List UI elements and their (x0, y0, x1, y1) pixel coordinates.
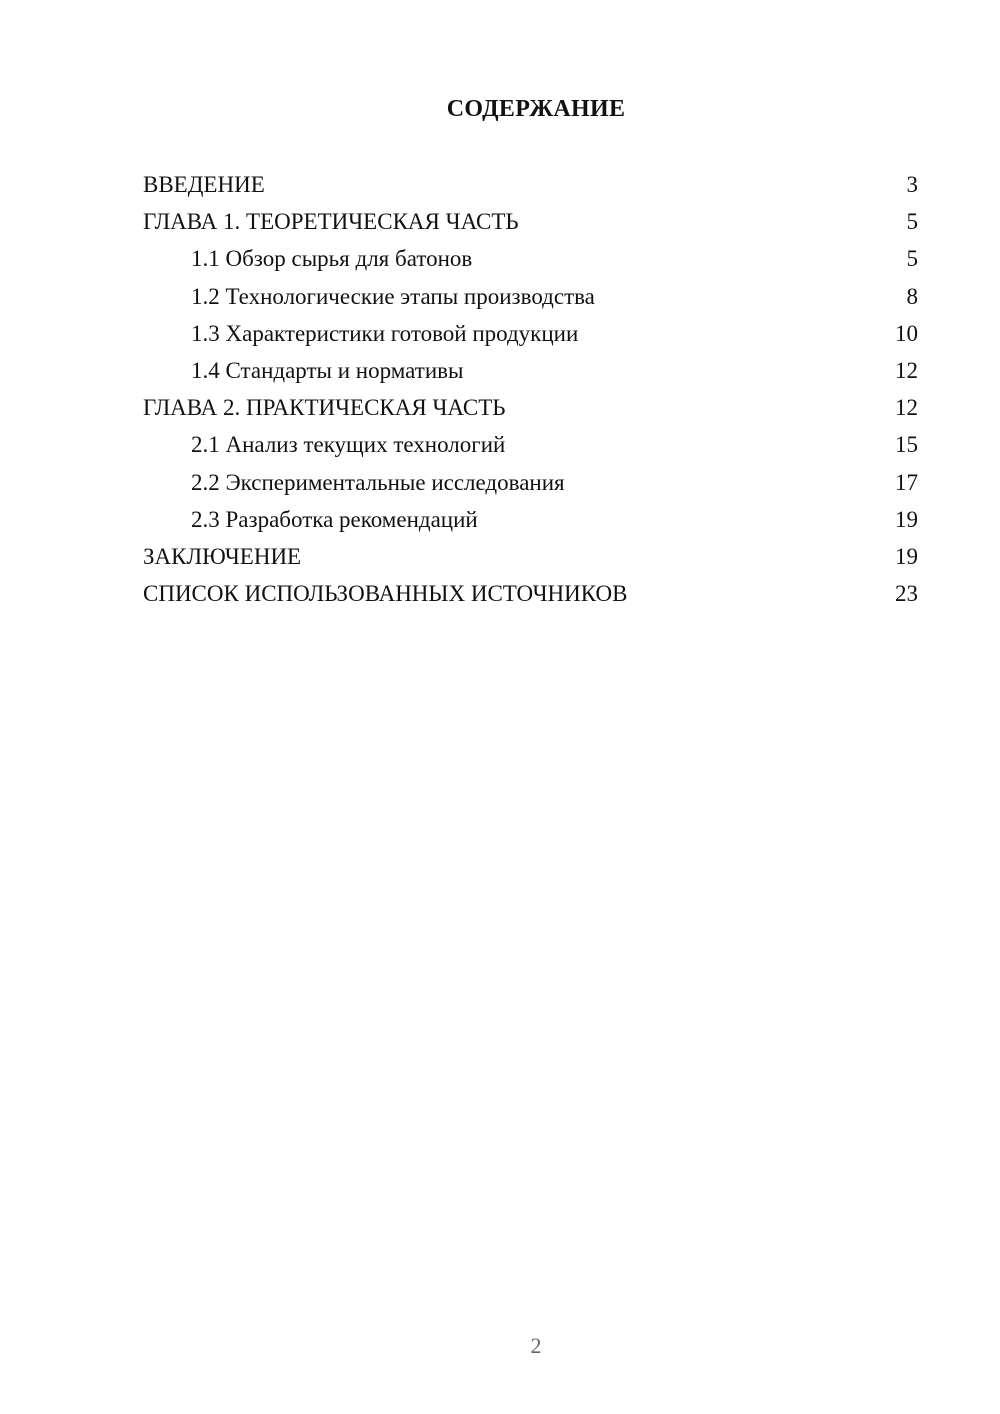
toc-entry-title: 1.3 Характеристики готовой продукции (191, 320, 579, 346)
page-number: 2 (530, 1333, 542, 1358)
toc-entry-page: 5 (906, 246, 918, 272)
toc-entry-page: 12 (895, 395, 918, 421)
toc-entry-title: ВВЕДЕНИЕ (143, 172, 265, 197)
toc-entry-page: 19 (895, 543, 918, 569)
toc-entry-chapter-1[interactable] (143, 203, 918, 240)
toc-entry-title: СПИСОК ИСПОЛЬЗОВАННЫХ ИСТОЧНИКОВ (143, 581, 628, 607)
toc-entry-section-1-4[interactable] (143, 352, 918, 389)
toc-entry-page: 5 (906, 209, 918, 235)
toc-entry-title: 1.4 Стандарты и нормативы (191, 357, 464, 383)
toc-entry-title: ЗАКЛЮЧЕНИЕ (143, 543, 302, 569)
toc-entry-page: 12 (895, 357, 918, 383)
toc-entry-title: 2.2 Экспериментальные исследования (191, 469, 565, 495)
toc-entry-title: 1.2 Технологические этапы производства (191, 283, 595, 309)
toc-entry-references[interactable] (143, 575, 918, 612)
toc-entry-section-2-1[interactable] (143, 426, 918, 463)
toc-entry-page: 15 (895, 432, 918, 458)
toc-entry-title: 1.1 Обзор сырья для батонов (191, 246, 473, 272)
toc-entry-page: 17 (895, 469, 918, 495)
toc-entry-conclusion[interactable] (143, 538, 918, 575)
toc-entry-title: 2.3 Разработка рекомендаций (191, 506, 478, 532)
toc-heading: СОДЕРЖАНИЕ (446, 96, 626, 122)
toc-entry-page: 10 (895, 320, 918, 346)
toc-entry-section-1-1[interactable] (143, 240, 918, 277)
toc-entry-introduction[interactable] (143, 166, 918, 203)
toc-entry-title: ГЛАВА 1. ТЕОРЕТИЧЕСКАЯ ЧАСТЬ (143, 209, 519, 235)
toc-entry-title: ГЛАВА 2. ПРАКТИЧЕСКАЯ ЧАСТЬ (143, 395, 506, 421)
toc-entry-page: 23 (895, 581, 918, 607)
toc-entry-page: 8 (906, 283, 918, 309)
toc-list (143, 166, 918, 612)
toc-entry-title: 2.1 Анализ текущих технологий (191, 432, 506, 458)
toc-entry-page: 3 (906, 172, 918, 197)
toc-entry-section-1-2[interactable] (143, 278, 918, 315)
toc-entry-section-2-2[interactable] (143, 464, 918, 501)
toc-entry-page: 19 (895, 506, 918, 532)
toc-entry-section-2-3[interactable] (143, 501, 918, 538)
toc-entry-chapter-2[interactable] (143, 389, 918, 426)
toc-entry-section-1-3[interactable] (143, 315, 918, 352)
